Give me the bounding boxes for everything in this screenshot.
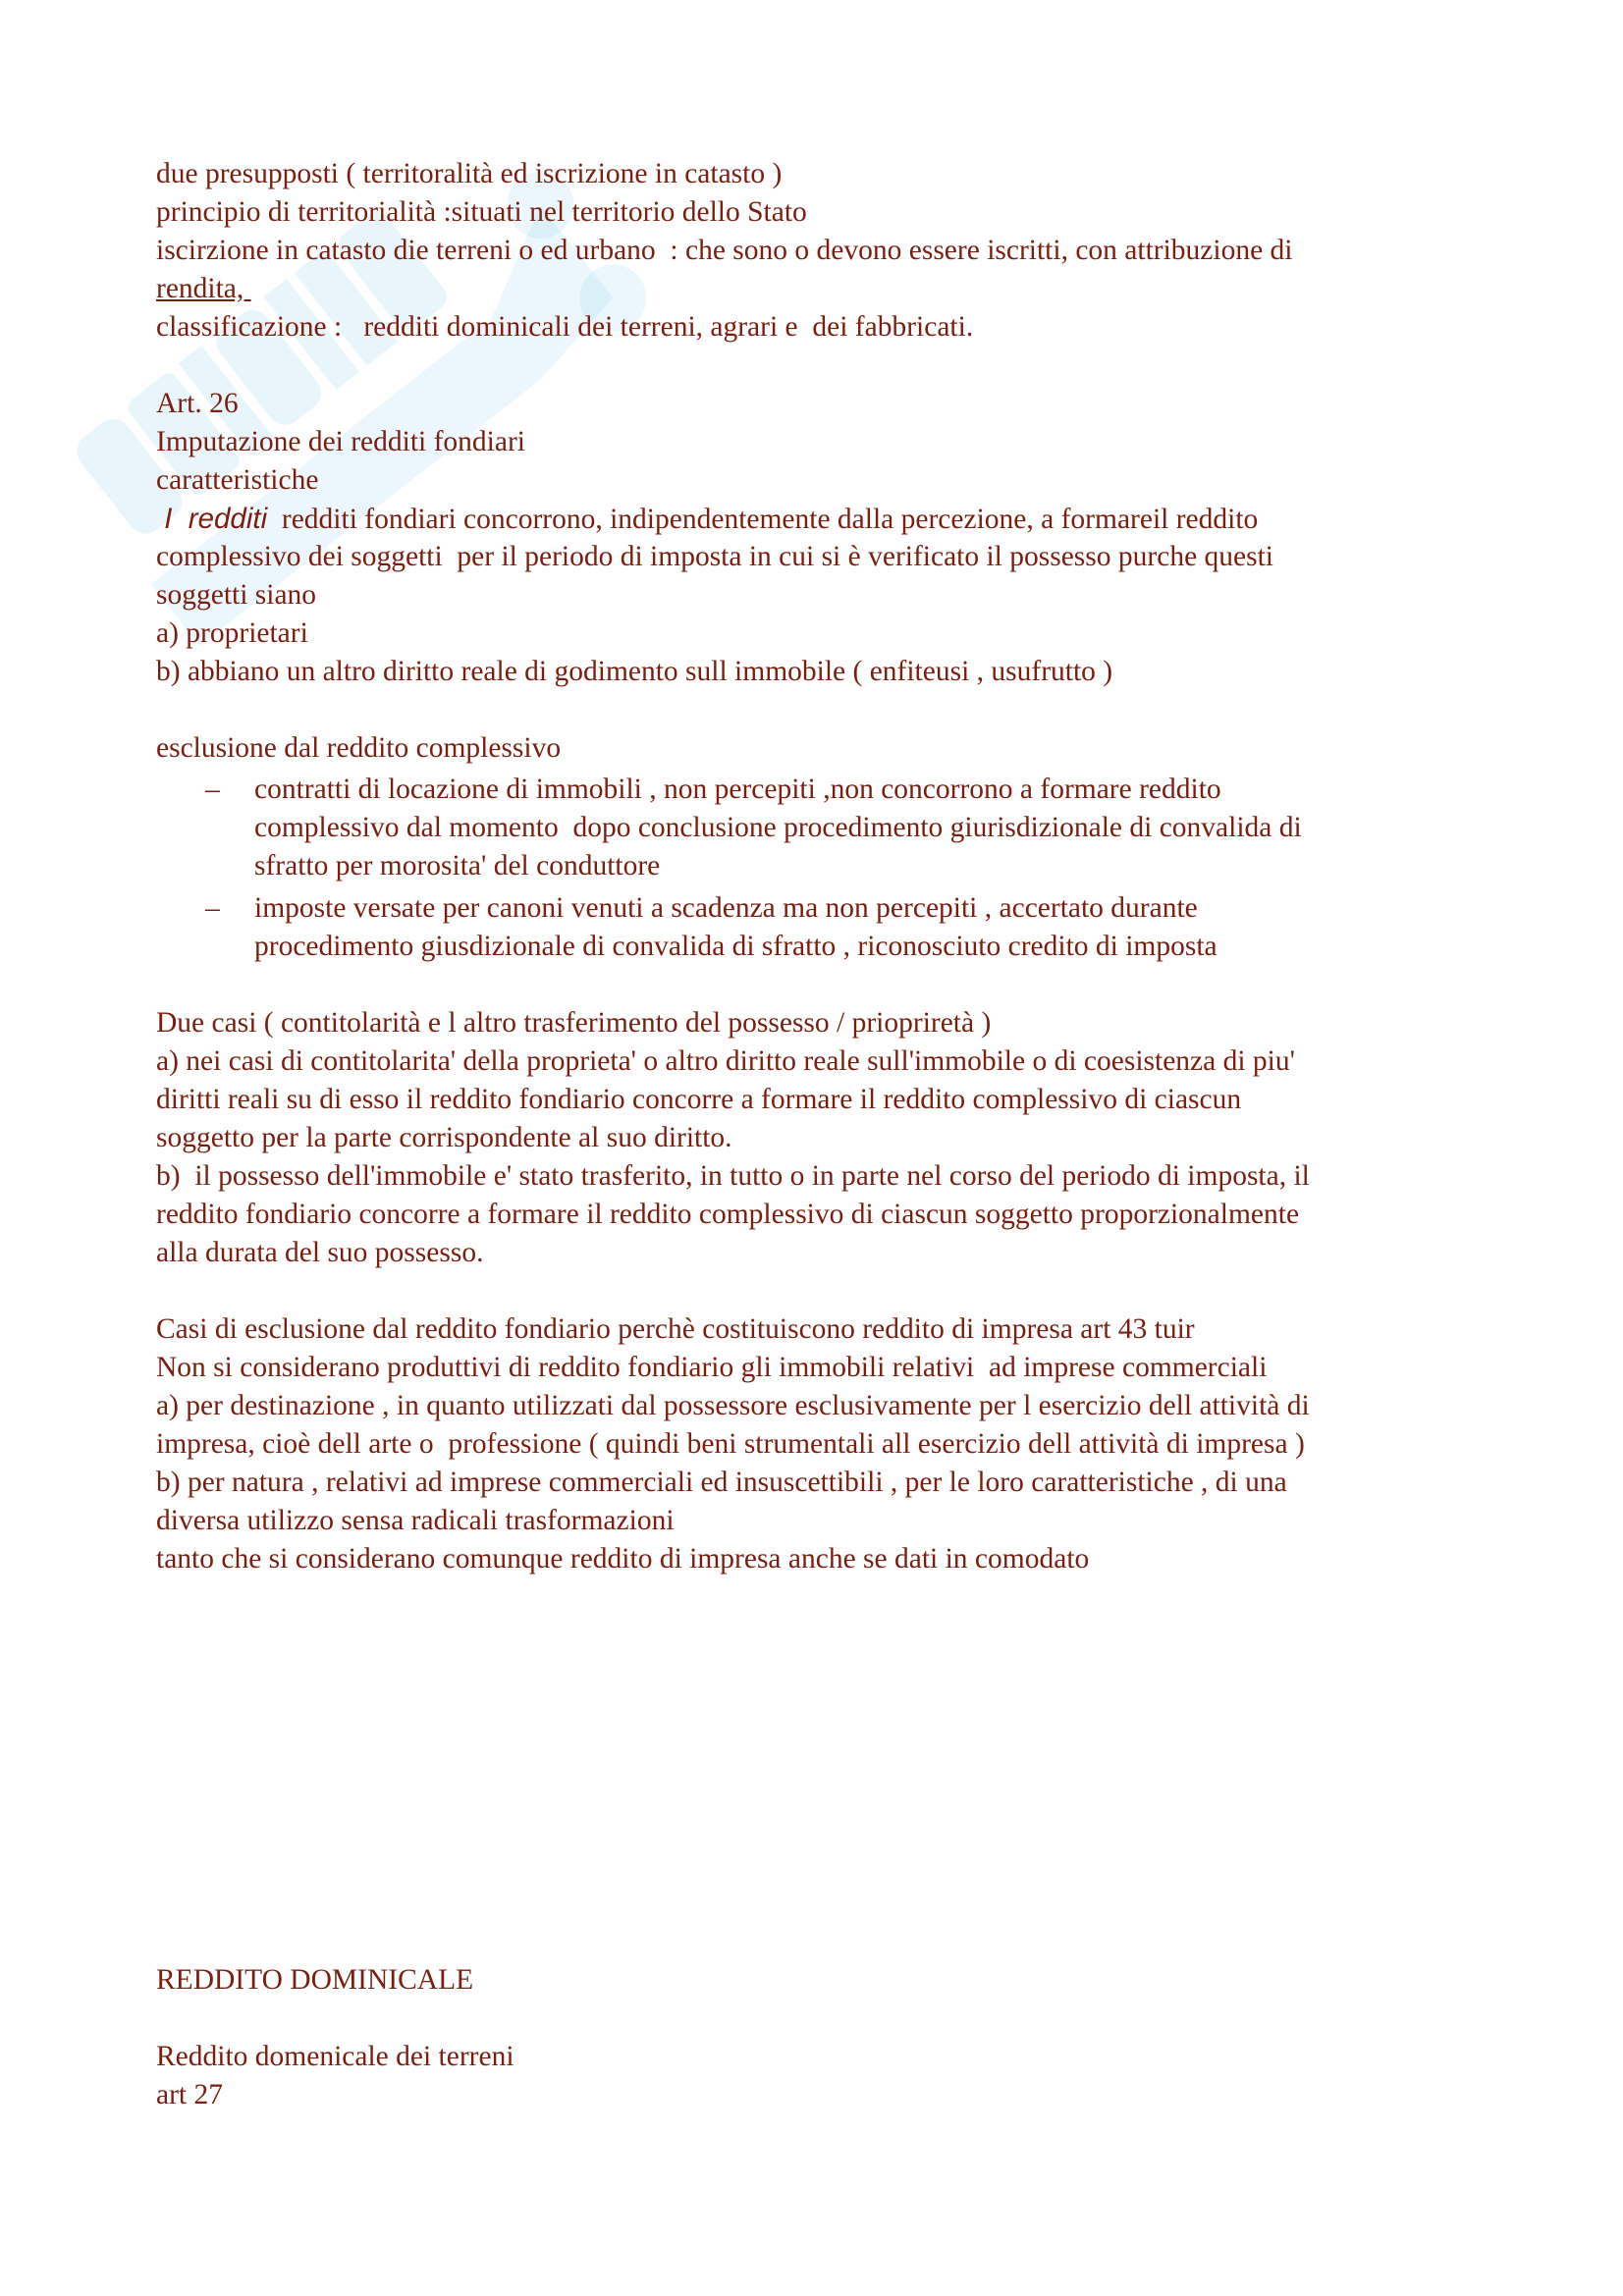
article-body-line: a) proprietari — [156, 617, 308, 649]
paragraph-line: soggetto per la parte corrispondente al suo diritto. — [156, 1122, 732, 1153]
intro-line: principio di territorialità :situati nel territorio dello Stato — [156, 196, 807, 228]
paragraph-line: Non si considerano produttivi di reddito fondiario gli immobili relativi ad imprese commerciali — [156, 1352, 1268, 1383]
intro-line — [156, 270, 1482, 308]
article-reference: art 27 — [156, 2079, 223, 2110]
intro-line: classificazione : redditi dominicali dei terreni, agrari e dei fabbricati. — [156, 311, 974, 343]
paragraph-line: diversa utilizzo sensa radicali trasformazioni — [156, 1505, 675, 1536]
article-subtitle: caratteristiche — [156, 464, 319, 496]
article-title: Imputazione dei redditi fondiari — [156, 426, 525, 457]
paragraph-line: alla durata del suo possesso. — [156, 1237, 484, 1268]
article-body-line: b) abbiano un altro diritto reale di godimento sull immobile ( enfiteusi , usufrutto ) — [156, 656, 1113, 687]
bullet-line: imposte versate per canoni venuti a scadenza ma non percepiti , accertato durante — [254, 892, 1198, 924]
paragraph-line: impresa, cioè dell arte o professione ( quindi beni strumentali all esercizio dell attività di impresa ) — [156, 1428, 1305, 1460]
paragraph-line: a) per destinazione , in quanto utilizzati dal possessore esclusivamente per l esercizio dell attività di — [156, 1390, 1310, 1421]
underlined-word: rendita, — [156, 273, 251, 304]
body-text: redditi fondiari concorrono, indipendentemente dalla percezione, a formareil reddito — [267, 504, 1259, 535]
bullet-line: sfratto per morosita' del conduttore — [254, 850, 661, 881]
bullet-line: contratti di locazione di immobili , non percepiti ,non concorrono a formare reddito — [254, 774, 1221, 805]
article-heading: Art. 26 — [156, 388, 239, 419]
bullet-line: complessivo dal momento dopo conclusione procedimento giurisdizionale di convalida di — [254, 812, 1302, 843]
bullet-line: procedimento giusdizionale di convalida di sfratto , riconosciuto credito di imposta — [254, 931, 1217, 962]
section-heading-uppercase: REDDITO DOMINICALE — [156, 1964, 474, 1996]
paragraph-line: a) nei casi di contitolarita' della proprieta' o altro diritto reale sull'immobile o di coesistenza di piu' — [156, 1045, 1295, 1077]
article-body-line — [156, 500, 1482, 538]
dash-bullet: – — [205, 892, 220, 924]
bullet-item — [156, 771, 1482, 885]
italic-phrase: I redditi — [156, 503, 268, 535]
section-title: Reddito domenicale dei terreni — [156, 2041, 514, 2072]
paragraph-line: reddito fondiario concorre a formare il reddito complessivo di ciascun soggetto proporzionalmente — [156, 1199, 1300, 1230]
intro-line: due presupposti ( territoralità ed iscrizione in catasto ) — [156, 158, 783, 189]
paragraph-line: b) per natura , relativi ad imprese commerciali ed insuscettibili , per le loro caratteristiche , di una — [156, 1467, 1287, 1498]
bullet-item — [156, 889, 1482, 966]
paragraph-line: tanto che si considerano comunque reddito di impresa anche se dati in comodato — [156, 1543, 1090, 1575]
paragraph-line: Due casi ( contitolarità e l altro trasferimento del possesso / priopriretà ) — [156, 1007, 992, 1039]
paragraph-line: diritti reali su di esso il reddito fondiario concorre a formare il reddito complessivo di ciascun — [156, 1084, 1242, 1115]
dash-bullet: – — [205, 774, 220, 805]
article-body-line: complessivo dei soggetti per il periodo di imposta in cui si è verificato il possesso purche questi — [156, 541, 1273, 572]
paragraph-line: Casi di esclusione dal reddito fondiario perchè costituiscono reddito di impresa art 43 tuir — [156, 1313, 1195, 1345]
intro-line: iscirzione in catasto die terreni o ed urbano : che sono o devono essere iscritti, con attribuzione di — [156, 235, 1293, 266]
document-body — [156, 155, 1482, 2114]
section-heading: esclusione dal reddito complessivo — [156, 732, 562, 764]
paragraph-line: b) il possesso dell'immobile e' stato trasferito, in tutto o in parte nel corso del periodo di imposta, il — [156, 1160, 1310, 1192]
article-body-line: soggetti siano — [156, 579, 317, 611]
